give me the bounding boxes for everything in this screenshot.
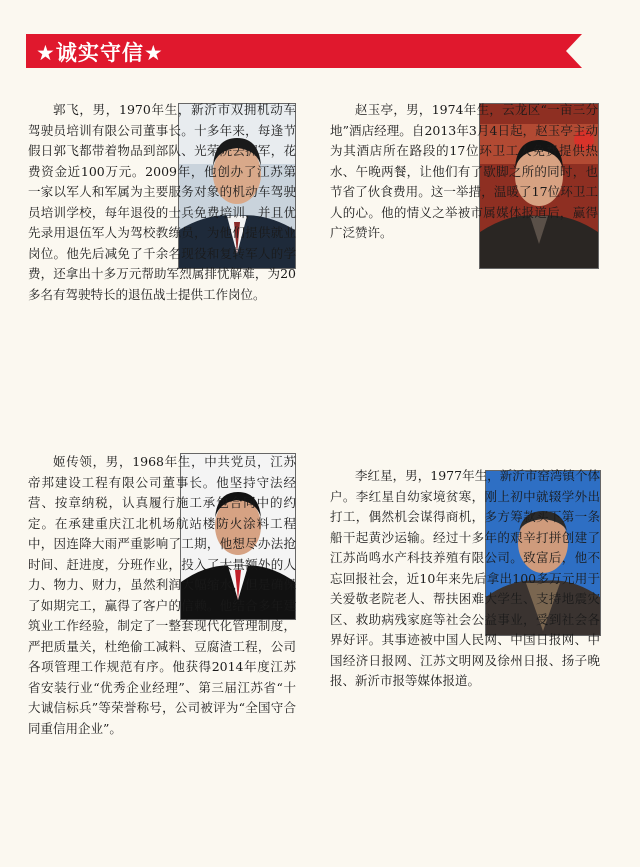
profile-text-li-hongxing: 李红星，男，1977年生，新沂市窑湾镇个体户。李红星自幼家境贫寒，刚上初中就辍学外出打工，偶然机会谋得商机，多方筹款买下第一条船干起黄沙运输。经过十多年的艰辛打拼创建了江苏尚鸣水产科技养殖有限公司。致富后，他不忘回报社会，近10年来先后拿出100多万元用于关爱敬老院老人、帮扶困难大学生、支持地震灾区、救助病残家庭等社会公益事业，受到社会各界好评。其事迹被中国人民网、中国日报网、中国经济日报网、江苏文明网及徐州日报、扬子晚报、新沂市报等媒体报道。 (330, 468, 600, 688)
banner-title: ★诚实守信★ (36, 41, 164, 65)
profile-text-ji-chuanling: 姬传领，男，1968年生，中共党员，江苏帝邦建设工程有限公司董事长。他坚持守法经营、按章纳税，认真履行施工承包合同中的约定。在承建重庆江北机场航站楼防火涂料工程中，因连降大雨严重影响了工期，他想尽办法抢时间、赶进度，分班作业，投入了大量额外的人力、物力、财力，虽然利润大幅缩水，但是确保了如期完工，赢得了客户的信赖。他结合多年建筑业工作经验，制定了一整套现代化管理制度，严把质量关，杜绝偷工减料、豆腐渣工程，公司各项管理工作规范有序。他获得2014年度江苏省安装行业“优秀企业经理”、第三届江苏省“十大诚信标兵”等荣誉称号，公司被评为“全国守合同重信用企业”。 (28, 454, 296, 736)
profile-text-zhao-yuting: 赵玉亭，男，1974年生，云龙区“一亩三分地”酒店经理。自2013年3月4日起，赵玉亭主动为其酒店所在路段的17位环卫工人免费提供热水、午晚两餐，让他们有了歇脚之所的同时，也节省了伙食费用。这一举措，温暖了17位环卫工人的心。他的情义之举被市属媒体报道后，赢得广泛赞许。 (330, 102, 598, 240)
section-banner (26, 34, 582, 68)
profile-text-guo-fei: 郭飞，男，1970年生，新沂市双拥机动车驾驶员培训有限公司董事长。十多年来，每逢节假日郭飞都带着物品到部队、光荣院去拥军，花费资金近100万元。2009年，他创办了江苏第一家以军人和军属为主要服务对象的机动车驾驶员培训学校，每年退役的士兵免费培训，并且优先录用退伍军人为驾校教练员，为他们提供就业岗位。他先后减免了千余名现役和复转军人的学费，还拿出十多万元帮助军烈属排忧解难，为20多名有驾驶特长的退伍战士提供工作岗位。 (28, 102, 296, 302)
